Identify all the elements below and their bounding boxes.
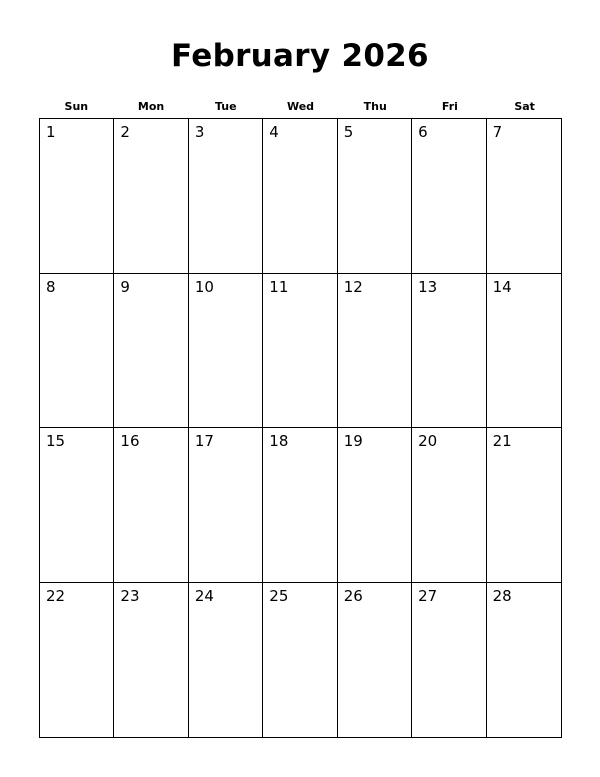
- weekday-label-sun: Sun: [64, 100, 89, 113]
- day-number: 15: [46, 432, 66, 450]
- day-cell: [412, 274, 486, 429]
- calendar-title: February 2026: [171, 38, 429, 74]
- day-number: 21: [492, 432, 512, 450]
- day-cell: [263, 274, 337, 429]
- day-cell: [338, 583, 412, 738]
- day-cell: [487, 583, 561, 738]
- day-number: 9: [120, 277, 130, 296]
- day-number: 22: [46, 586, 66, 605]
- day-cell: [263, 119, 337, 274]
- day-number: 8: [46, 277, 56, 296]
- weekday-label-wed: Wed: [286, 100, 315, 113]
- day-number: 20: [418, 432, 438, 450]
- calendar-grid: [39, 118, 562, 738]
- day-number: 1: [46, 123, 56, 141]
- day-number: 2: [120, 123, 130, 141]
- day-cell: [412, 428, 486, 583]
- day-cell: [487, 274, 561, 429]
- weekday-label-tue: Tue: [214, 100, 237, 113]
- day-cell: [338, 119, 412, 274]
- day-cell: [114, 428, 188, 583]
- day-number: 19: [343, 432, 363, 450]
- day-cell: [114, 119, 188, 274]
- day-number: 18: [269, 432, 289, 450]
- day-cell: [189, 583, 263, 738]
- day-number: 13: [418, 277, 438, 296]
- day-cell: [189, 119, 263, 274]
- day-cell: [40, 119, 114, 274]
- day-number: 26: [343, 586, 363, 605]
- weekday-label-mon: Mon: [137, 100, 165, 113]
- day-number: 12: [343, 277, 363, 296]
- day-cell: [487, 119, 561, 274]
- day-cell: [114, 583, 188, 738]
- day-cell: [263, 428, 337, 583]
- day-number: 11: [269, 277, 289, 296]
- day-cell: [338, 428, 412, 583]
- day-number: 27: [418, 586, 438, 605]
- day-number: 3: [194, 123, 205, 141]
- day-cell: [40, 274, 114, 429]
- day-cell: [487, 428, 561, 583]
- day-cell: [189, 428, 263, 583]
- day-number: 25: [269, 586, 289, 605]
- day-cell: [412, 119, 486, 274]
- day-number: 24: [194, 586, 214, 605]
- day-cell: [114, 274, 188, 429]
- weekday-label-fri: Fri: [441, 100, 458, 113]
- day-cell: [189, 274, 263, 429]
- day-number: 17: [194, 432, 214, 450]
- day-cell: [40, 583, 114, 738]
- day-number: 16: [120, 432, 140, 450]
- day-number: 28: [492, 586, 512, 605]
- day-number: 7: [492, 123, 503, 141]
- day-number: 10: [194, 277, 214, 296]
- day-cell: [412, 583, 486, 738]
- day-number: 14: [492, 277, 512, 296]
- weekday-label-thu: Thu: [363, 100, 387, 113]
- weekday-header-row: [39, 99, 562, 115]
- day-cell: [40, 428, 114, 583]
- weekday-label-sat: Sat: [514, 100, 535, 113]
- day-cell: [263, 583, 337, 738]
- day-cell: [338, 274, 412, 429]
- day-number: 6: [418, 123, 428, 141]
- day-number: 4: [269, 123, 279, 141]
- day-number: 23: [120, 586, 140, 605]
- day-number: 5: [343, 123, 354, 141]
